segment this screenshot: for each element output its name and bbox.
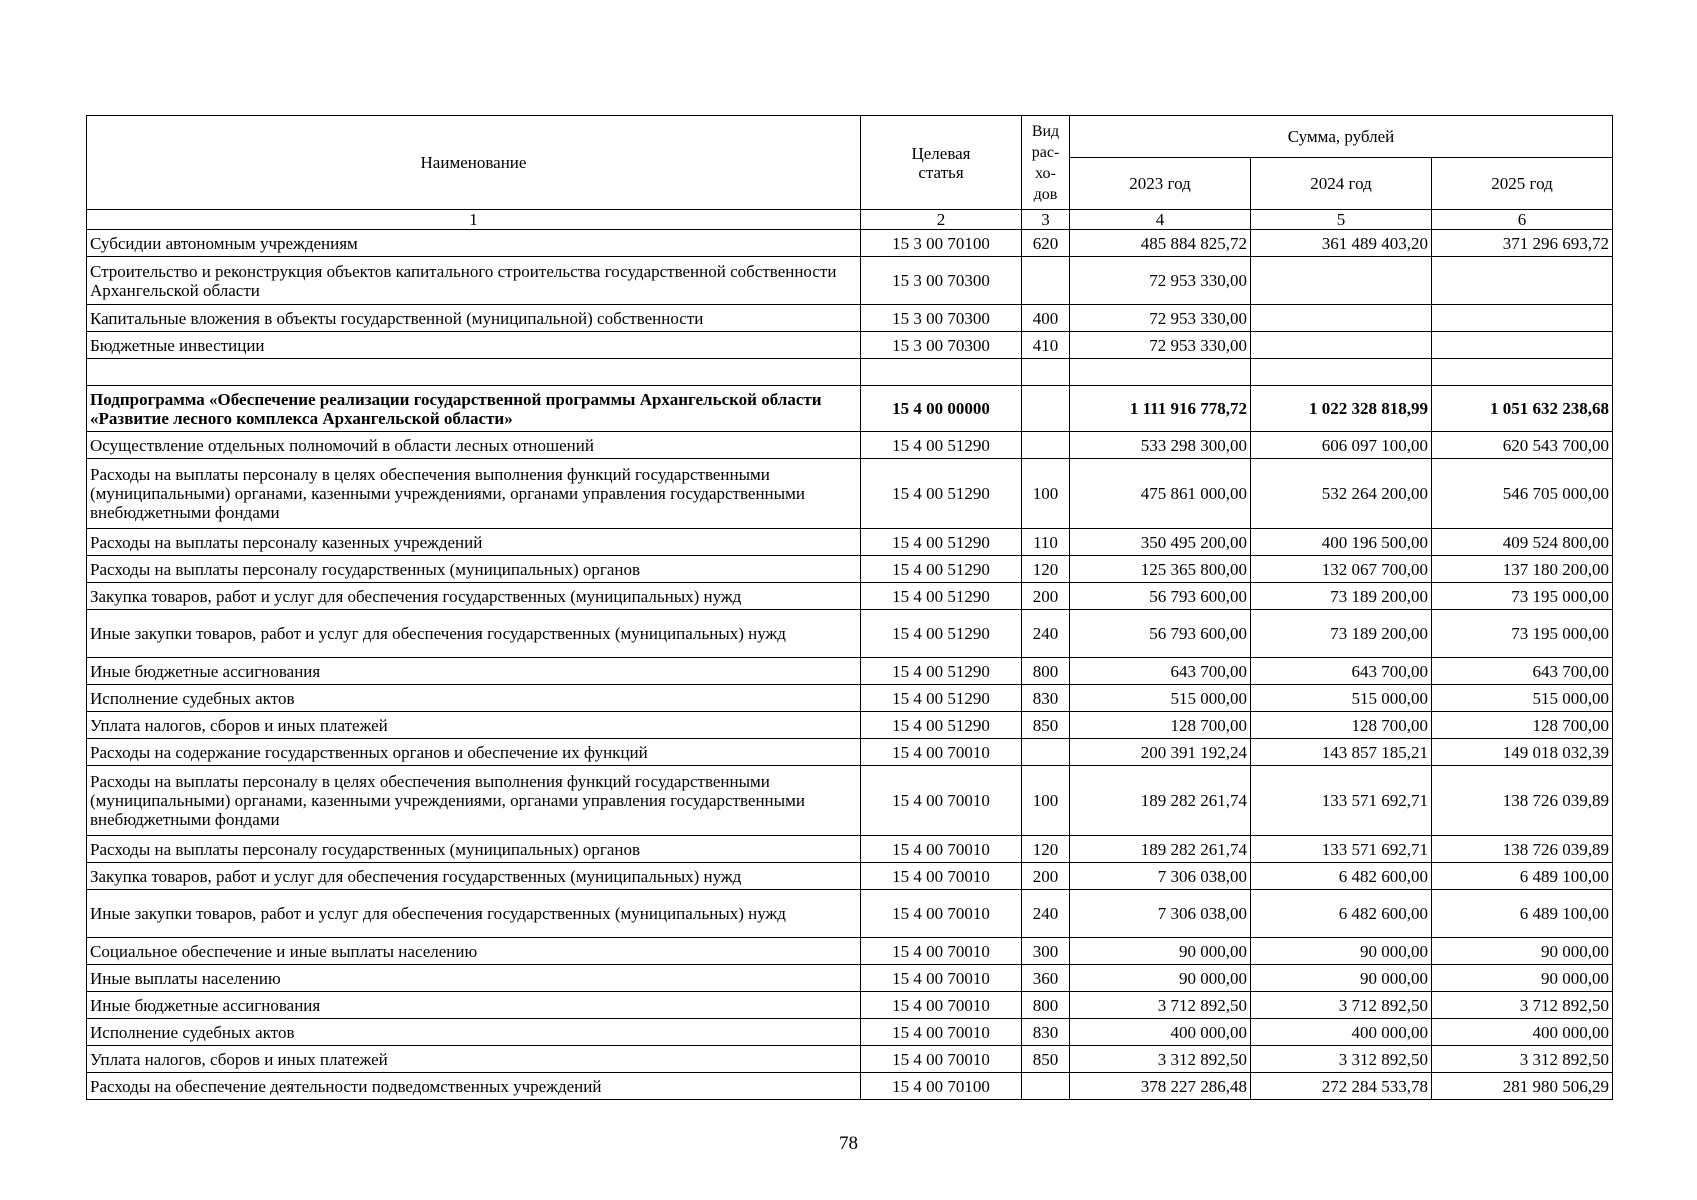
- column-number: 5: [1251, 210, 1432, 230]
- row-target-article: 15 4 00 70100: [861, 1073, 1022, 1100]
- row-expense-type: [1022, 1073, 1070, 1100]
- row-amount-2023: [1070, 359, 1251, 386]
- header-target-article-line1: Целевая: [911, 143, 971, 163]
- row-target-article: 15 3 00 70300: [861, 257, 1022, 305]
- row-amount-2024: 128 700,00: [1251, 712, 1432, 739]
- row-amount-2025: 643 700,00: [1432, 658, 1613, 685]
- row-amount-2023: 378 227 286,48: [1070, 1073, 1251, 1100]
- row-amount-2024: 3 312 892,50: [1251, 1046, 1432, 1073]
- row-amount-2023: 56 793 600,00: [1070, 583, 1251, 610]
- row-amount-2025: 515 000,00: [1432, 685, 1613, 712]
- row-expense-type: 240: [1022, 890, 1070, 938]
- row-name: Иные выплаты населению: [87, 965, 861, 992]
- row-amount-2023: 125 365 800,00: [1070, 556, 1251, 583]
- table-row: [87, 836, 1613, 863]
- row-expense-type: [1022, 432, 1070, 459]
- row-expense-type: 120: [1022, 836, 1070, 863]
- table-row: [87, 1046, 1613, 1073]
- table-row: [87, 863, 1613, 890]
- row-amount-2023: 189 282 261,74: [1070, 766, 1251, 836]
- table-row: [87, 938, 1613, 965]
- table-row: [87, 230, 1613, 257]
- table-row: [87, 583, 1613, 610]
- row-amount-2023: 56 793 600,00: [1070, 610, 1251, 658]
- table-row: [87, 459, 1613, 529]
- row-target-article: 15 4 00 70010: [861, 863, 1022, 890]
- row-amount-2025: 281 980 506,29: [1432, 1073, 1613, 1100]
- row-amount-2023: 189 282 261,74: [1070, 836, 1251, 863]
- row-expense-type: 110: [1022, 529, 1070, 556]
- row-target-article: 15 4 00 70010: [861, 938, 1022, 965]
- row-name: Строительство и реконструкция объектов капитального строительства государственной собственности Архангельской области: [87, 257, 861, 305]
- row-amount-2024: [1251, 305, 1432, 332]
- row-name: Капитальные вложения в объекты государственной (муниципальной) собственности: [87, 305, 861, 332]
- row-name: Расходы на выплаты персоналу казенных учреждений: [87, 529, 861, 556]
- row-amount-2023: 400 000,00: [1070, 1019, 1251, 1046]
- row-amount-2025: 1 051 632 238,68: [1432, 386, 1613, 432]
- row-amount-2025: 73 195 000,00: [1432, 583, 1613, 610]
- table-row: [87, 529, 1613, 556]
- row-amount-2024: 532 264 200,00: [1251, 459, 1432, 529]
- row-amount-2025: 137 180 200,00: [1432, 556, 1613, 583]
- row-amount-2024: 133 571 692,71: [1251, 836, 1432, 863]
- row-amount-2023: 7 306 038,00: [1070, 863, 1251, 890]
- row-target-article: 15 3 00 70300: [861, 305, 1022, 332]
- row-amount-2024: 3 712 892,50: [1251, 992, 1432, 1019]
- row-amount-2025: 90 000,00: [1432, 938, 1613, 965]
- row-amount-2025: 128 700,00: [1432, 712, 1613, 739]
- row-target-article: 15 4 00 51290: [861, 610, 1022, 658]
- header-target-article-line2: статья: [918, 162, 964, 182]
- row-amount-2025: 620 543 700,00: [1432, 432, 1613, 459]
- row-name: Закупка товаров, работ и услуг для обеспечения государственных (муниципальных) нужд: [87, 583, 861, 610]
- row-name: Исполнение судебных актов: [87, 685, 861, 712]
- row-amount-2024: 90 000,00: [1251, 938, 1432, 965]
- table-row: [87, 432, 1613, 459]
- row-target-article: 15 4 00 51290: [861, 685, 1022, 712]
- header-year-2024: 2024 год: [1251, 158, 1432, 210]
- row-amount-2024: 400 196 500,00: [1251, 529, 1432, 556]
- row-target-article: 15 4 00 70010: [861, 1046, 1022, 1073]
- header-expense-type: [1022, 116, 1070, 210]
- header-expense-type-line1: Вид: [1031, 122, 1060, 140]
- row-name: Уплата налогов, сборов и иных платежей: [87, 1046, 861, 1073]
- row-amount-2025: 6 489 100,00: [1432, 863, 1613, 890]
- row-expense-type: 100: [1022, 766, 1070, 836]
- column-number: 3: [1022, 210, 1070, 230]
- row-amount-2025: 73 195 000,00: [1432, 610, 1613, 658]
- table-row: [87, 556, 1613, 583]
- row-expense-type: 800: [1022, 658, 1070, 685]
- row-name: Исполнение судебных актов: [87, 1019, 861, 1046]
- row-expense-type: 620: [1022, 230, 1070, 257]
- row-amount-2024: 1 022 328 818,99: [1251, 386, 1432, 432]
- row-expense-type: 830: [1022, 1019, 1070, 1046]
- row-amount-2025: 400 000,00: [1432, 1019, 1613, 1046]
- row-amount-2025: [1432, 257, 1613, 305]
- table-row: [87, 1073, 1613, 1100]
- row-expense-type: [1022, 359, 1070, 386]
- row-expense-type: 850: [1022, 712, 1070, 739]
- row-target-article: 15 4 00 70010: [861, 766, 1022, 836]
- table-row: [87, 359, 1613, 386]
- row-amount-2023: 3 712 892,50: [1070, 992, 1251, 1019]
- row-amount-2025: 138 726 039,89: [1432, 836, 1613, 863]
- row-expense-type: [1022, 386, 1070, 432]
- row-amount-2023: 200 391 192,24: [1070, 739, 1251, 766]
- row-amount-2025: [1432, 305, 1613, 332]
- row-amount-2025: 6 489 100,00: [1432, 890, 1613, 938]
- row-amount-2023: 72 953 330,00: [1070, 332, 1251, 359]
- table-row: [87, 305, 1613, 332]
- row-amount-2023: 90 000,00: [1070, 938, 1251, 965]
- row-expense-type: 800: [1022, 992, 1070, 1019]
- row-name: Социальное обеспечение и иные выплаты населению: [87, 938, 861, 965]
- row-amount-2023: 90 000,00: [1070, 965, 1251, 992]
- row-amount-2023: 515 000,00: [1070, 685, 1251, 712]
- row-target-article: 15 3 00 70100: [861, 230, 1022, 257]
- header-name: Наименование: [87, 116, 861, 210]
- row-name: [87, 359, 861, 386]
- row-amount-2024: 90 000,00: [1251, 965, 1432, 992]
- header-sum: Сумма, рублей: [1070, 116, 1613, 158]
- row-name: Расходы на выплаты персоналу в целях обеспечения выполнения функций государственными (муниципальными) органами, казенными учреждениями, органами управления государственными внебюджетными фондами: [87, 459, 861, 529]
- row-amount-2024: 606 097 100,00: [1251, 432, 1432, 459]
- table-row: [87, 739, 1613, 766]
- row-amount-2025: [1432, 332, 1613, 359]
- row-amount-2025: 3 312 892,50: [1432, 1046, 1613, 1073]
- table-row: [87, 610, 1613, 658]
- table-body: [87, 230, 1613, 1100]
- row-amount-2025: [1432, 359, 1613, 386]
- row-amount-2023: 350 495 200,00: [1070, 529, 1251, 556]
- row-amount-2024: 515 000,00: [1251, 685, 1432, 712]
- row-amount-2025: 138 726 039,89: [1432, 766, 1613, 836]
- row-name: Подпрограмма «Обеспечение реализации государственной программы Архангельской области «Развитие лесного комплекса Архангельской области»: [87, 386, 861, 432]
- row-expense-type: 400: [1022, 305, 1070, 332]
- row-amount-2024: [1251, 332, 1432, 359]
- row-expense-type: [1022, 739, 1070, 766]
- row-name: Осуществление отдельных полномочий в области лесных отношений: [87, 432, 861, 459]
- table-row: [87, 685, 1613, 712]
- row-name: Субсидии автономным учреждениям: [87, 230, 861, 257]
- row-amount-2023: 128 700,00: [1070, 712, 1251, 739]
- row-expense-type: 300: [1022, 938, 1070, 965]
- row-target-article: 15 4 00 51290: [861, 432, 1022, 459]
- row-target-article: 15 4 00 70010: [861, 992, 1022, 1019]
- table-row: [87, 658, 1613, 685]
- row-amount-2023: 485 884 825,72: [1070, 230, 1251, 257]
- row-target-article: 15 4 00 70010: [861, 965, 1022, 992]
- table-row: [87, 890, 1613, 938]
- row-target-article: 15 4 00 51290: [861, 459, 1022, 529]
- column-number: 2: [861, 210, 1022, 230]
- row-target-article: 15 4 00 70010: [861, 836, 1022, 863]
- row-name: Иные закупки товаров, работ и услуг для обеспечения государственных (муниципальных) нужд: [87, 890, 861, 938]
- row-name: Иные бюджетные ассигнования: [87, 658, 861, 685]
- row-name: Расходы на содержание государственных органов и обеспечение их функций: [87, 739, 861, 766]
- row-amount-2024: 73 189 200,00: [1251, 583, 1432, 610]
- row-amount-2024: 643 700,00: [1251, 658, 1432, 685]
- row-amount-2023: 1 111 916 778,72: [1070, 386, 1251, 432]
- header-expense-type-line2: рас-: [1031, 143, 1060, 161]
- header-expense-type-line4: дов: [1033, 185, 1058, 203]
- column-number: 4: [1070, 210, 1251, 230]
- table-row: [87, 332, 1613, 359]
- row-amount-2023: 7 306 038,00: [1070, 890, 1251, 938]
- header-year-2025: 2025 год: [1432, 158, 1613, 210]
- row-amount-2025: 546 705 000,00: [1432, 459, 1613, 529]
- row-amount-2024: 272 284 533,78: [1251, 1073, 1432, 1100]
- row-target-article: 15 4 00 51290: [861, 529, 1022, 556]
- row-name: Расходы на выплаты персоналу государственных (муниципальных) органов: [87, 836, 861, 863]
- row-name: Иные закупки товаров, работ и услуг для обеспечения государственных (муниципальных) нужд: [87, 610, 861, 658]
- column-number: 6: [1432, 210, 1613, 230]
- row-name: Расходы на обеспечение деятельности подведомственных учреждений: [87, 1073, 861, 1100]
- row-amount-2023: 72 953 330,00: [1070, 257, 1251, 305]
- row-amount-2024: [1251, 257, 1432, 305]
- header-expense-type-line3: хо-: [1035, 164, 1056, 182]
- row-name: Расходы на выплаты персоналу государственных (муниципальных) органов: [87, 556, 861, 583]
- row-target-article: [861, 359, 1022, 386]
- table-row: [87, 712, 1613, 739]
- row-target-article: 15 4 00 00000: [861, 386, 1022, 432]
- row-expense-type: 410: [1022, 332, 1070, 359]
- table-row: [87, 1019, 1613, 1046]
- row-amount-2023: 3 312 892,50: [1070, 1046, 1251, 1073]
- row-amount-2025: 371 296 693,72: [1432, 230, 1613, 257]
- row-target-article: 15 4 00 70010: [861, 739, 1022, 766]
- row-target-article: 15 4 00 51290: [861, 556, 1022, 583]
- row-expense-type: 830: [1022, 685, 1070, 712]
- row-amount-2025: 3 712 892,50: [1432, 992, 1613, 1019]
- row-amount-2024: 6 482 600,00: [1251, 890, 1432, 938]
- row-name: Расходы на выплаты персоналу в целях обеспечения выполнения функций государственными (муниципальными) органами, казенными учреждениями, органами управления государственными внебюджетными фондами: [87, 766, 861, 836]
- row-expense-type: 200: [1022, 863, 1070, 890]
- row-target-article: 15 4 00 70010: [861, 890, 1022, 938]
- row-amount-2024: 6 482 600,00: [1251, 863, 1432, 890]
- row-target-article: 15 3 00 70300: [861, 332, 1022, 359]
- row-amount-2025: 409 524 800,00: [1432, 529, 1613, 556]
- row-target-article: 15 4 00 51290: [861, 583, 1022, 610]
- row-amount-2024: 400 000,00: [1251, 1019, 1432, 1046]
- row-amount-2023: 475 861 000,00: [1070, 459, 1251, 529]
- table-row: [87, 965, 1613, 992]
- row-amount-2024: 73 189 200,00: [1251, 610, 1432, 658]
- table-row: [87, 766, 1613, 836]
- row-name: Уплата налогов, сборов и иных платежей: [87, 712, 861, 739]
- table-row: [87, 386, 1613, 432]
- row-expense-type: 100: [1022, 459, 1070, 529]
- row-amount-2023: 643 700,00: [1070, 658, 1251, 685]
- header-target-article: [861, 116, 1022, 210]
- row-name: Бюджетные инвестиции: [87, 332, 861, 359]
- row-amount-2023: 72 953 330,00: [1070, 305, 1251, 332]
- row-expense-type: 850: [1022, 1046, 1070, 1073]
- budget-table: [86, 115, 1613, 1100]
- row-amount-2024: 133 571 692,71: [1251, 766, 1432, 836]
- row-target-article: 15 4 00 51290: [861, 712, 1022, 739]
- row-amount-2024: 143 857 185,21: [1251, 739, 1432, 766]
- row-amount-2024: 132 067 700,00: [1251, 556, 1432, 583]
- row-amount-2023: 533 298 300,00: [1070, 432, 1251, 459]
- row-target-article: 15 4 00 51290: [861, 658, 1022, 685]
- row-expense-type: 360: [1022, 965, 1070, 992]
- row-amount-2024: 361 489 403,20: [1251, 230, 1432, 257]
- row-amount-2025: 149 018 032,39: [1432, 739, 1613, 766]
- column-number: 1: [87, 210, 861, 230]
- table-row: [87, 992, 1613, 1019]
- page-number: 78: [839, 1133, 858, 1154]
- row-amount-2025: 90 000,00: [1432, 965, 1613, 992]
- row-name: Иные бюджетные ассигнования: [87, 992, 861, 1019]
- table-row: [87, 257, 1613, 305]
- row-expense-type: 240: [1022, 610, 1070, 658]
- row-expense-type: 120: [1022, 556, 1070, 583]
- row-amount-2024: [1251, 359, 1432, 386]
- header-year-2023: 2023 год: [1070, 158, 1251, 210]
- row-expense-type: [1022, 257, 1070, 305]
- row-expense-type: 200: [1022, 583, 1070, 610]
- row-target-article: 15 4 00 70010: [861, 1019, 1022, 1046]
- row-name: Закупка товаров, работ и услуг для обеспечения государственных (муниципальных) нужд: [87, 863, 861, 890]
